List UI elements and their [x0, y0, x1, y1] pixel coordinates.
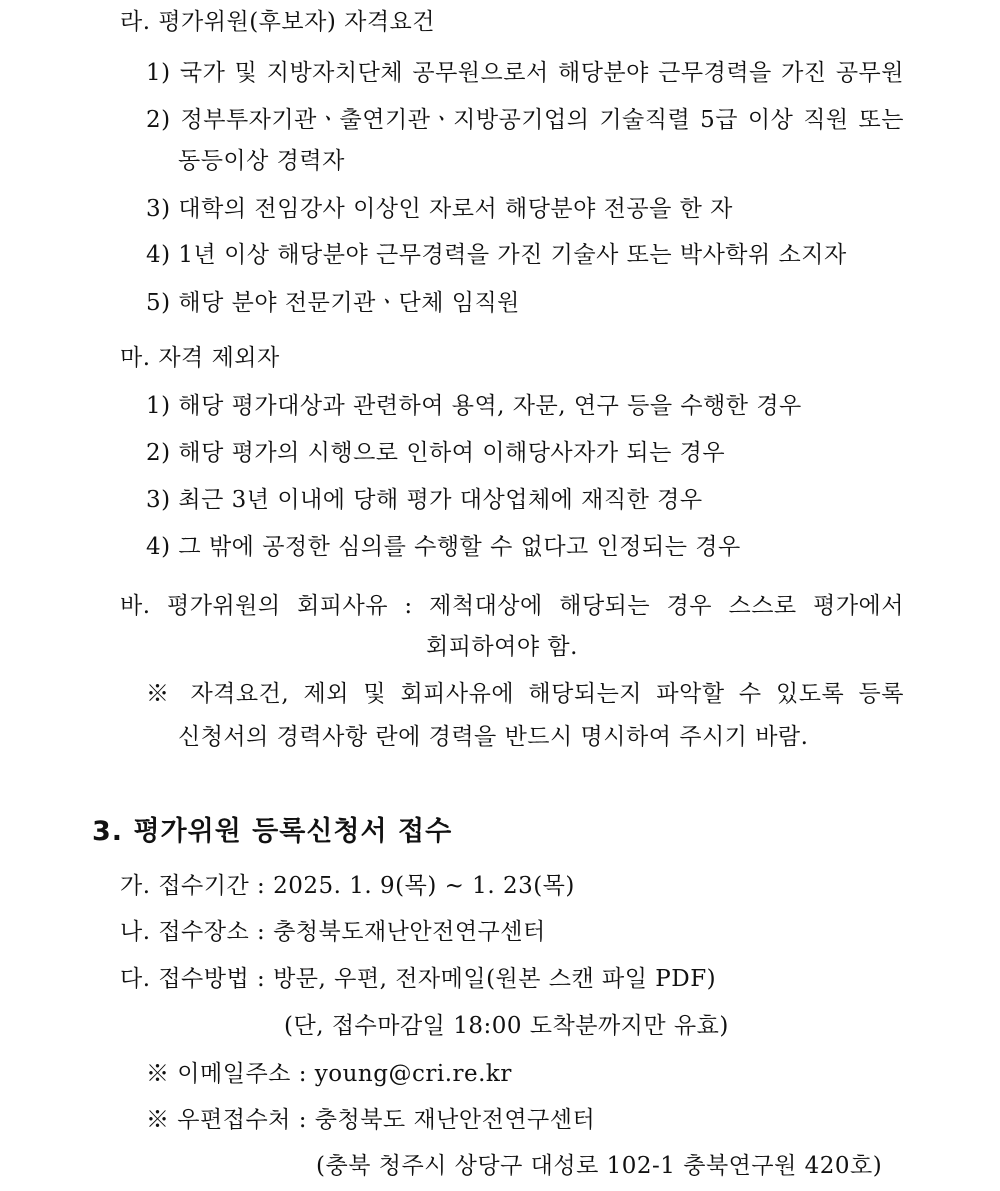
reception-place: 나. 접수장소 : 충청북도재난안전연구센터	[120, 919, 546, 945]
section-ma-item-2: 2) 해당 평가의 시행으로 인하여 이해당사자가 되는 경우	[146, 440, 726, 466]
section-ra-item-2-cont: 동등이상 경력자	[178, 148, 345, 174]
section-ra-item-5: 5) 해당 분야 전문기관ㆍ단체 임직원	[146, 290, 520, 316]
reception-period: 가. 접수기간 : 2025. 1. 9(목) ~ 1. 23(목)	[120, 873, 575, 899]
section-ra-title: 라. 평가위원(후보자) 자격요건	[120, 9, 435, 35]
section-ra-item-1: 1) 국가 및 지방자치단체 공무원으로서 해당분야 근무경력을 가진 공무원	[146, 60, 904, 86]
section-ba-line-2: 회피하여야 함.	[426, 634, 578, 660]
reception-method: 다. 접수방법 : 방문, 우편, 전자메일(원본 스캔 파일 PDF)	[120, 966, 717, 992]
section-ra-item-3: 3) 대학의 전임강사 이상인 자로서 해당분야 전공을 한 자	[146, 196, 733, 222]
reception-method-note: (단, 접수마감일 18:00 도착분까지만 유효)	[284, 1013, 729, 1039]
section-ra-item-2: 2) 정부투자기관ㆍ출연기관ㆍ지방공기업의 기술직렬 5급 이상 직원 또는	[146, 107, 904, 133]
section-ba-note-line-1: ※ 자격요건, 제외 및 회피사유에 해당되는지 파악할 수 있도록 등록	[146, 681, 904, 707]
section-ma-item-1: 1) 해당 평가대상과 관련하여 용역, 자문, 연구 등을 수행한 경우	[146, 393, 802, 419]
section-ma-item-3: 3) 최근 3년 이내에 당해 평가 대상업체에 재직한 경우	[146, 487, 703, 513]
postal-address-detail: (충북 청주시 상당구 대성로 102-1 충북연구원 420호)	[316, 1153, 883, 1179]
section-ba-note-line-2: 신청서의 경력사항 란에 경력을 반드시 명시하여 주시기 바람.	[178, 724, 809, 750]
section-ra-item-4: 4) 1년 이상 해당분야 근무경력을 가진 기술사 또는 박사학위 소지자	[146, 242, 847, 268]
section-ba-line-1: 바. 평가위원의 회피사유 : 제척대상에 해당되는 경우 스스로 평가에서	[120, 593, 904, 619]
postal-address-title: ※ 우편접수처 : 충청북도 재난안전연구센터	[146, 1107, 596, 1133]
email-address: ※ 이메일주소 : young@cri.re.kr	[146, 1061, 512, 1087]
section-3-heading: 3. 평가위원 등록신청서 접수	[92, 816, 453, 847]
section-ma-item-4: 4) 그 밖에 공정한 심의를 수행할 수 없다고 인정되는 경우	[146, 534, 741, 560]
section-ma-title: 마. 자격 제외자	[120, 345, 280, 371]
